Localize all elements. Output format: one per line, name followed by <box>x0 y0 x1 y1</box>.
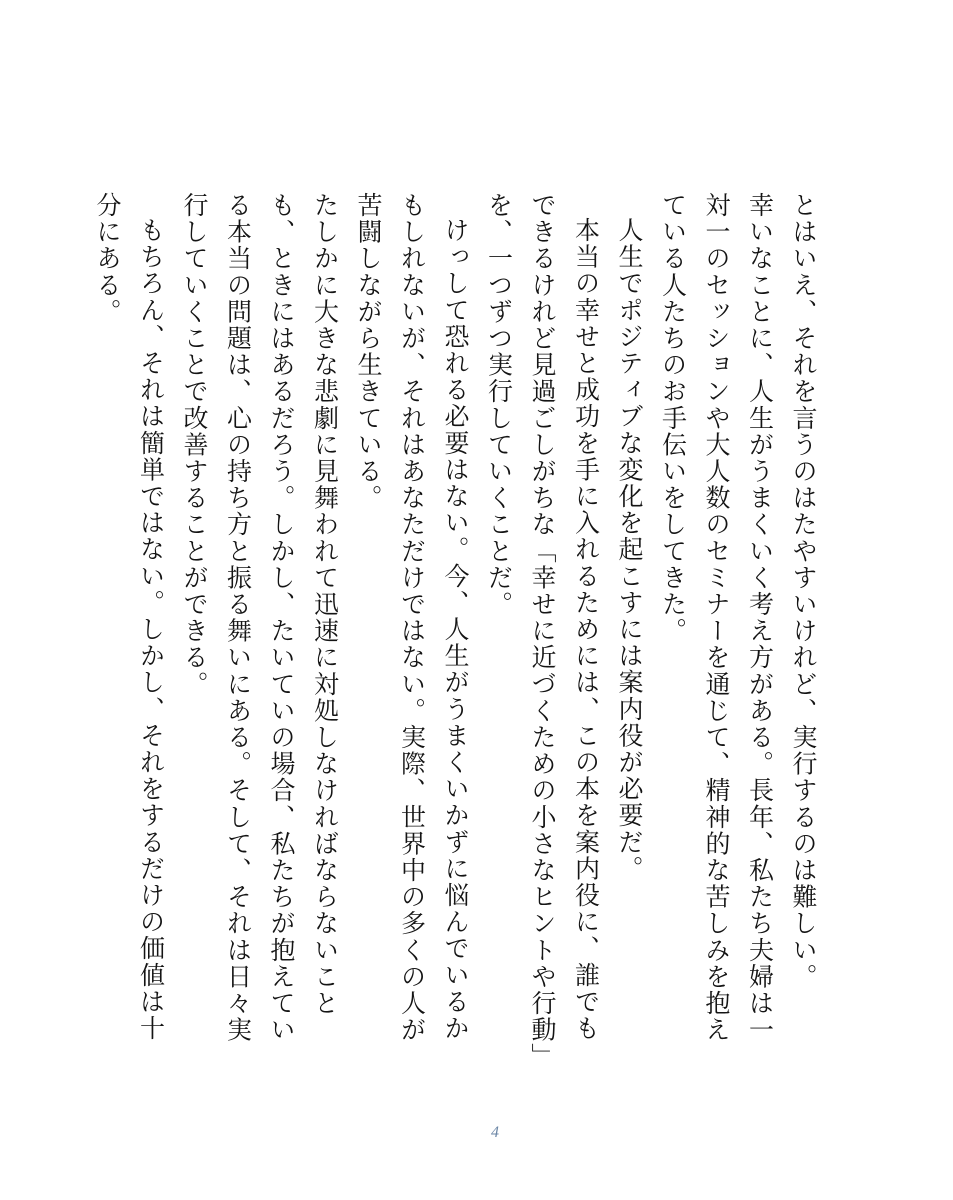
paragraph-6: たしかに大きな悲劇に見舞われて迅速に対処しなければならないことも、ときにはあるだろう。しかし、たいていの場合、私たちが抱えている本当の問題は、心の持ち方と振る舞いにある。そして、それは日々実行していくことで改善することができる。 <box>180 192 340 1044</box>
page-number: 4 <box>491 1124 499 1141</box>
body-text <box>86 192 826 1062</box>
paragraph-1: とはいえ、それを言うのはたやすいけれど、実行するのは難しい。 <box>789 192 818 990</box>
paragraph-5: けっして恐れる必要はない。今、人生がうまくいかずに悩んでいるかもしれないが、それはあなただけではない。実際、世界中の多くの人が苦闘しながら生きている。 <box>354 192 470 1044</box>
paragraph-7: もちろん、それは簡単ではない。しかし、それをするだけの価値は十分にある。 <box>93 192 166 1042</box>
paragraph-3: 人生でポジティブな変化を起こすには案内役が必要だ。 <box>615 217 644 882</box>
paragraph-2: 幸いなことに、人生がうまくいく考え方がある。長年、私たち夫婦は一対一のセッションや大人数のセミナーを通じて、精神的な苦しみを抱えている人たちのお手伝いをしてきた。 <box>658 192 775 1044</box>
paragraph-4: 本当の幸せと成功を手に入れるためには、この本を案内役に、誰でもできるけれど見過ごしがちな「幸せに近づくための小さなヒントや行動」を、一つずつ実行していくことだ。 <box>484 192 601 1058</box>
